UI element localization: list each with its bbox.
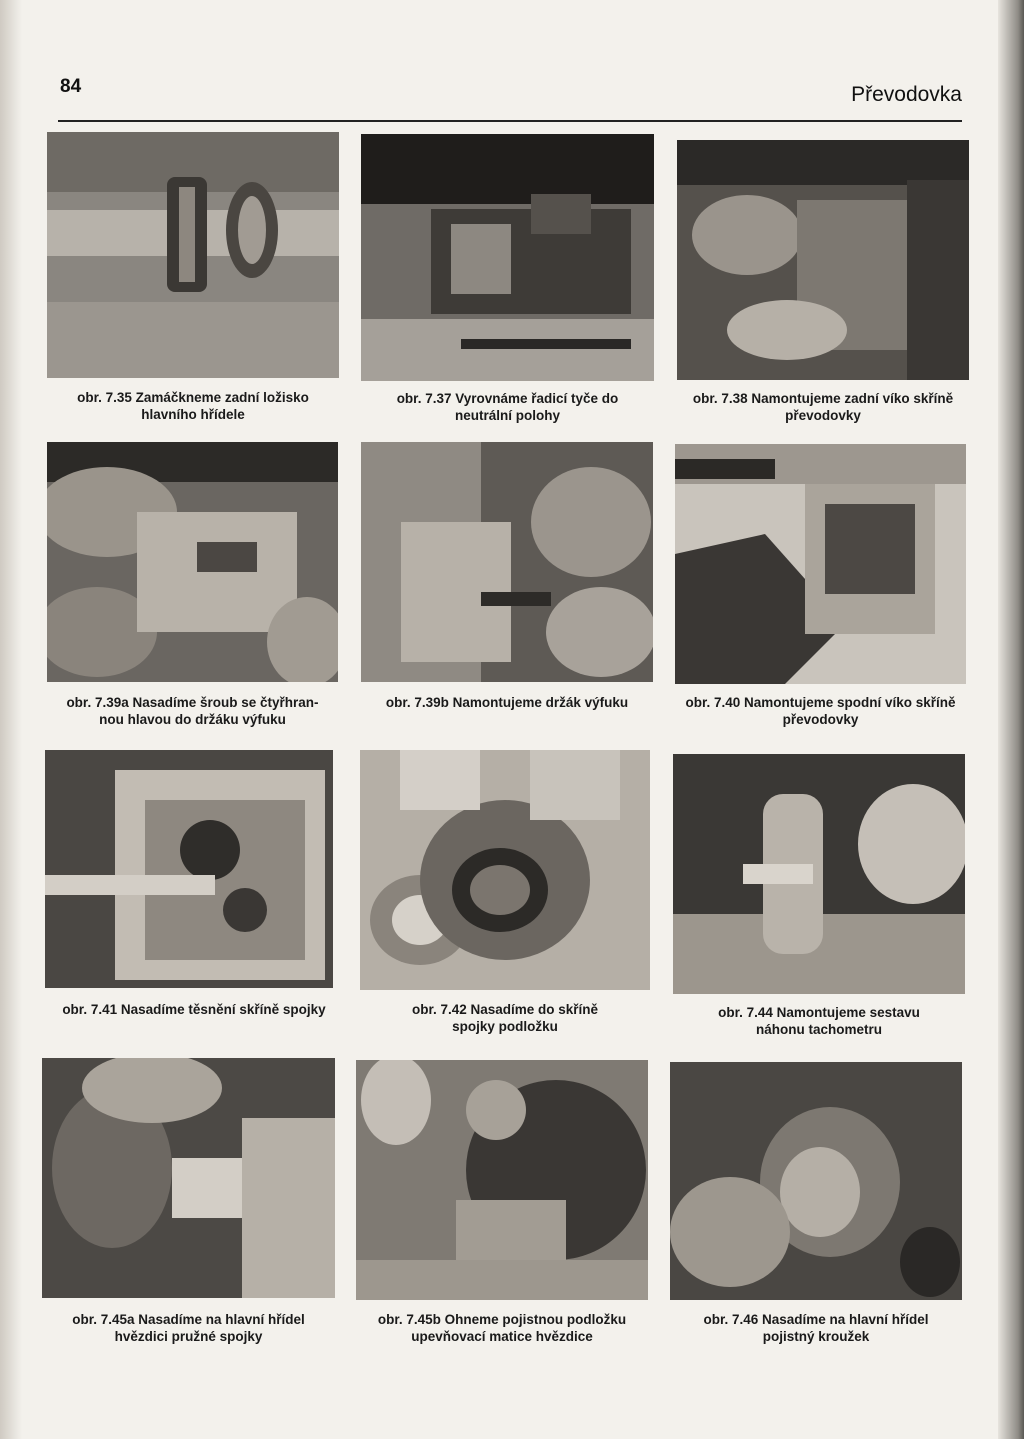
caption-7-42: obr. 7.42 Nasadíme do skříně spojky podložku xyxy=(411,1002,599,1034)
page-number: 84 xyxy=(60,76,82,97)
photo-7-42 xyxy=(360,750,650,990)
photo-7-35 xyxy=(47,132,339,378)
photo-7-45a xyxy=(42,1058,335,1298)
photo-7-44 xyxy=(673,754,965,994)
caption-7-38: obr. 7.38 Namontujeme zadní víko skříně převodovky xyxy=(692,391,954,423)
header-rule xyxy=(58,120,962,122)
caption-7-39b: obr. 7.39b Namontujeme držák výfuku xyxy=(385,695,629,710)
photo-7-38 xyxy=(677,140,969,380)
caption-7-41: obr. 7.41 Nasadíme těsnění skříně spojky xyxy=(62,1002,326,1017)
photo-7-37 xyxy=(361,134,654,381)
photo-7-39a xyxy=(47,442,338,682)
caption-7-37: obr. 7.37 Vyrovnáme řadicí tyče do neutrální polohy xyxy=(396,391,619,423)
caption-7-44: obr. 7.44 Namontujeme sestavu náhonu tachometru xyxy=(718,1005,920,1037)
photo-7-46 xyxy=(670,1062,962,1300)
caption-7-39a: obr. 7.39a Nasadíme šroub se čtyřhran- nou hlavou do držáku výfuku xyxy=(66,695,319,727)
caption-7-45b: obr. 7.45b Ohneme pojistnou podložku upevňovací matice hvězdice xyxy=(377,1312,627,1344)
chapter-title: Převodovka xyxy=(851,83,962,106)
photo-7-39b xyxy=(361,442,653,682)
page-binding-shadow xyxy=(0,0,22,1439)
caption-7-45a: obr. 7.45a Nasadíme na hlavní hřídel hvězdici pružné spojky xyxy=(72,1312,305,1344)
caption-7-35: obr. 7.35 Zamáčkneme zadní ložisko hlavního hřídele xyxy=(77,390,309,422)
photo-7-40 xyxy=(675,444,966,684)
caption-7-46: obr. 7.46 Nasadíme na hlavní hřídel pojistný kroužek xyxy=(703,1312,929,1344)
photo-7-41 xyxy=(45,750,333,988)
photo-7-45b xyxy=(356,1060,648,1300)
caption-7-40: obr. 7.40 Namontujeme spodní víko skříně převodovky xyxy=(685,695,956,727)
page-edge-shadow xyxy=(998,0,1024,1439)
